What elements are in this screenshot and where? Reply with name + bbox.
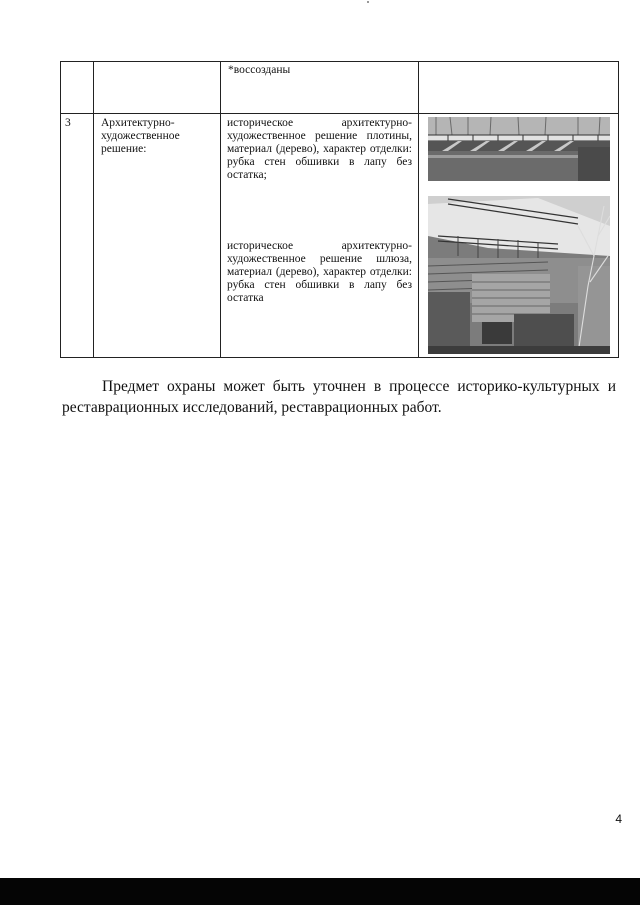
scan-bottom-band	[0, 878, 640, 905]
cell-number-empty	[61, 62, 94, 114]
cell-label-empty	[94, 62, 221, 114]
row-number: 3	[61, 114, 94, 358]
cell-photo-empty	[419, 62, 619, 114]
protection-subject-table	[60, 61, 619, 358]
page-number: 4	[615, 812, 622, 826]
lock-description: историческое архитектурно-художественное решение шлюза, материал (дерево), характер отделки: рубка стен обшивки в лапу без остатка	[227, 240, 412, 304]
row-photos	[419, 114, 619, 358]
lock-photo	[428, 196, 610, 354]
dam-photo	[428, 117, 610, 181]
dam-description: историческое архитектурно-художественное решение плотины, материал (дерево), характер отделки: рубка стен обшивки в лапу без остатка;	[227, 117, 412, 181]
table-row	[61, 114, 619, 358]
row-label: Архитектурно-художественное решение:	[94, 114, 221, 358]
scan-speck	[367, 1, 369, 3]
restored-note: *воссозданы	[221, 62, 419, 114]
table-row	[61, 62, 619, 114]
row-description	[221, 114, 419, 358]
protection-subject-note: Предмет охраны может быть уточнен в процессе историко-культурных и реставрационных исследований, реставрационных работ.	[62, 378, 616, 416]
